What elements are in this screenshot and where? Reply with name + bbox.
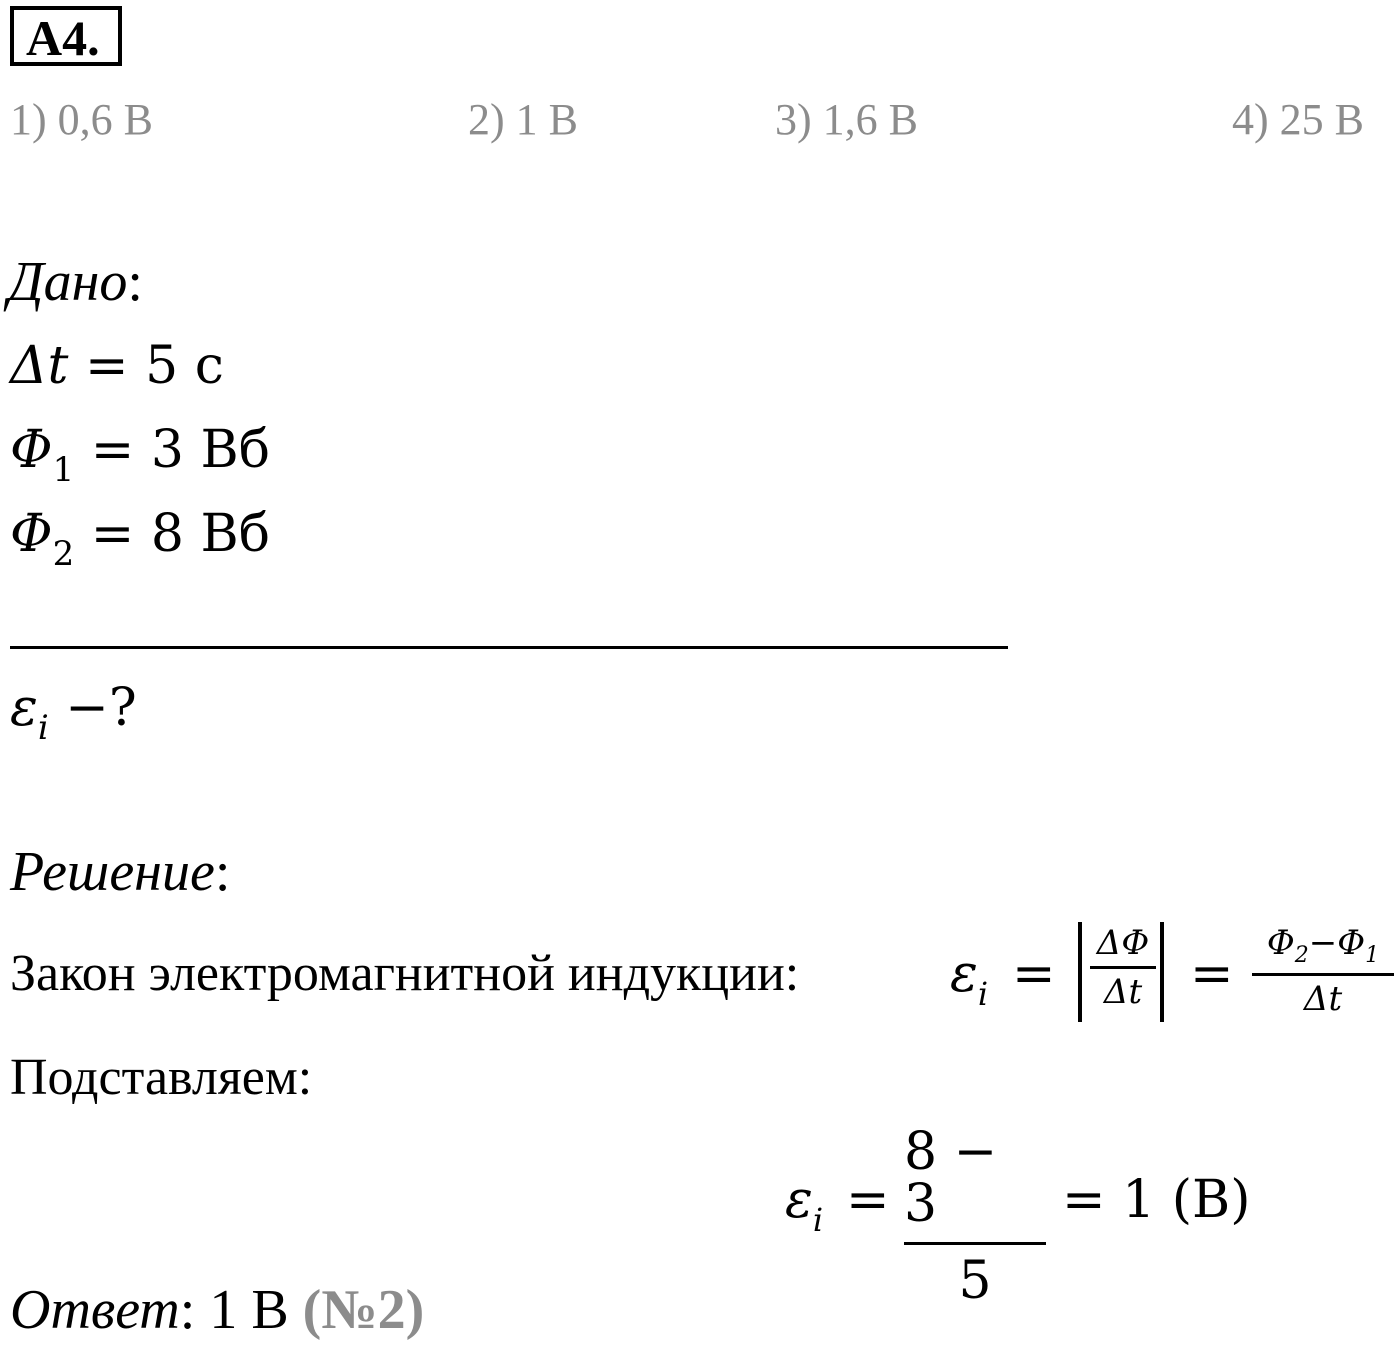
frac1-bar xyxy=(1090,966,1156,969)
find-symbol: ε xyxy=(10,678,38,738)
given-phi2 xyxy=(10,502,270,586)
law-eps-symbol: ε xyxy=(950,944,978,1004)
given-phi1-subscript: 1 xyxy=(52,450,75,490)
abs-bar-right xyxy=(1160,922,1164,1022)
calc-fraction xyxy=(904,1122,1046,1311)
calc-equals: = xyxy=(846,1170,890,1230)
given-phi2-symbol: Φ xyxy=(10,504,53,564)
given-dt-symbol: Δt xyxy=(10,336,69,396)
frac1-denominator: Δt xyxy=(1103,972,1143,1012)
find-question: −? xyxy=(48,678,137,738)
given-dt-value: = 5 с xyxy=(68,336,224,396)
find-subscript: i xyxy=(37,708,49,748)
delta-phi-over-delta-t xyxy=(1090,923,1156,1012)
frac2-phi1-sub: 1 xyxy=(1365,943,1380,968)
given-heading-text: Дано xyxy=(8,251,128,313)
law-equals-2: = xyxy=(1190,944,1234,1004)
calc-denominator: 5 xyxy=(958,1251,992,1311)
calc-eps-symbol: ε xyxy=(785,1170,813,1230)
answer-option-ref: (№2) xyxy=(302,1279,425,1341)
frac2-numerator xyxy=(1266,923,1380,968)
given-phi2-value: = 8 Вб xyxy=(74,504,271,564)
frac2-bar xyxy=(1252,973,1394,976)
task-number: A4. xyxy=(10,6,122,66)
law-eps xyxy=(950,942,988,1026)
answer-line xyxy=(10,1278,424,1342)
given-phi1 xyxy=(10,418,270,502)
substitute-text: Подставляем: xyxy=(10,1049,313,1106)
find-quantity xyxy=(10,676,137,760)
frac1-numerator: ΔΦ xyxy=(1096,923,1150,963)
frac2-phi2: Φ xyxy=(1266,923,1295,963)
answer-colon: : xyxy=(179,1279,196,1341)
answer-option-1: 1) 0,6 В xyxy=(10,95,153,144)
solution-heading xyxy=(10,840,230,904)
calc-result: = 1 (В) xyxy=(1062,1170,1251,1230)
given-divider xyxy=(10,646,1008,649)
answer-option-4: 4) 25 В xyxy=(1232,95,1364,144)
given-heading-colon: : xyxy=(127,251,143,313)
answer-option-2: 2) 1 В xyxy=(468,95,578,144)
frac2-denominator: Δt xyxy=(1303,979,1343,1019)
calc-eps-subscript: i xyxy=(812,1201,824,1239)
answer-value: 1 В xyxy=(195,1279,303,1341)
induction-law-text: Закон электромагнитной индукции: xyxy=(10,945,800,1002)
calc-numerator: 8 − 3 xyxy=(904,1122,998,1234)
given-phi1-symbol: Φ xyxy=(10,420,53,480)
given-phi2-subscript: 2 xyxy=(52,534,75,574)
law-eps-subscript: i xyxy=(977,975,989,1013)
solution-heading-colon: : xyxy=(214,841,231,903)
given-phi1-value: = 3 Вб xyxy=(74,420,271,480)
given-heading xyxy=(8,250,143,314)
given-dt xyxy=(10,334,224,398)
answer-option-3: 3) 1,6 В xyxy=(775,95,918,144)
calc-eps xyxy=(785,1168,823,1252)
phi-difference-over-delta-t xyxy=(1252,923,1394,1019)
answer-label: Ответ xyxy=(10,1279,180,1341)
solution-heading-text: Решение xyxy=(10,841,215,903)
frac2-phi1: Φ xyxy=(1337,923,1366,963)
law-equals-1: = xyxy=(1012,944,1056,1004)
frac2-phi2-sub: 2 xyxy=(1294,943,1309,968)
calc-fraction-bar xyxy=(904,1242,1046,1245)
frac2-minus: − xyxy=(1308,923,1338,963)
abs-bar-left xyxy=(1078,922,1082,1022)
